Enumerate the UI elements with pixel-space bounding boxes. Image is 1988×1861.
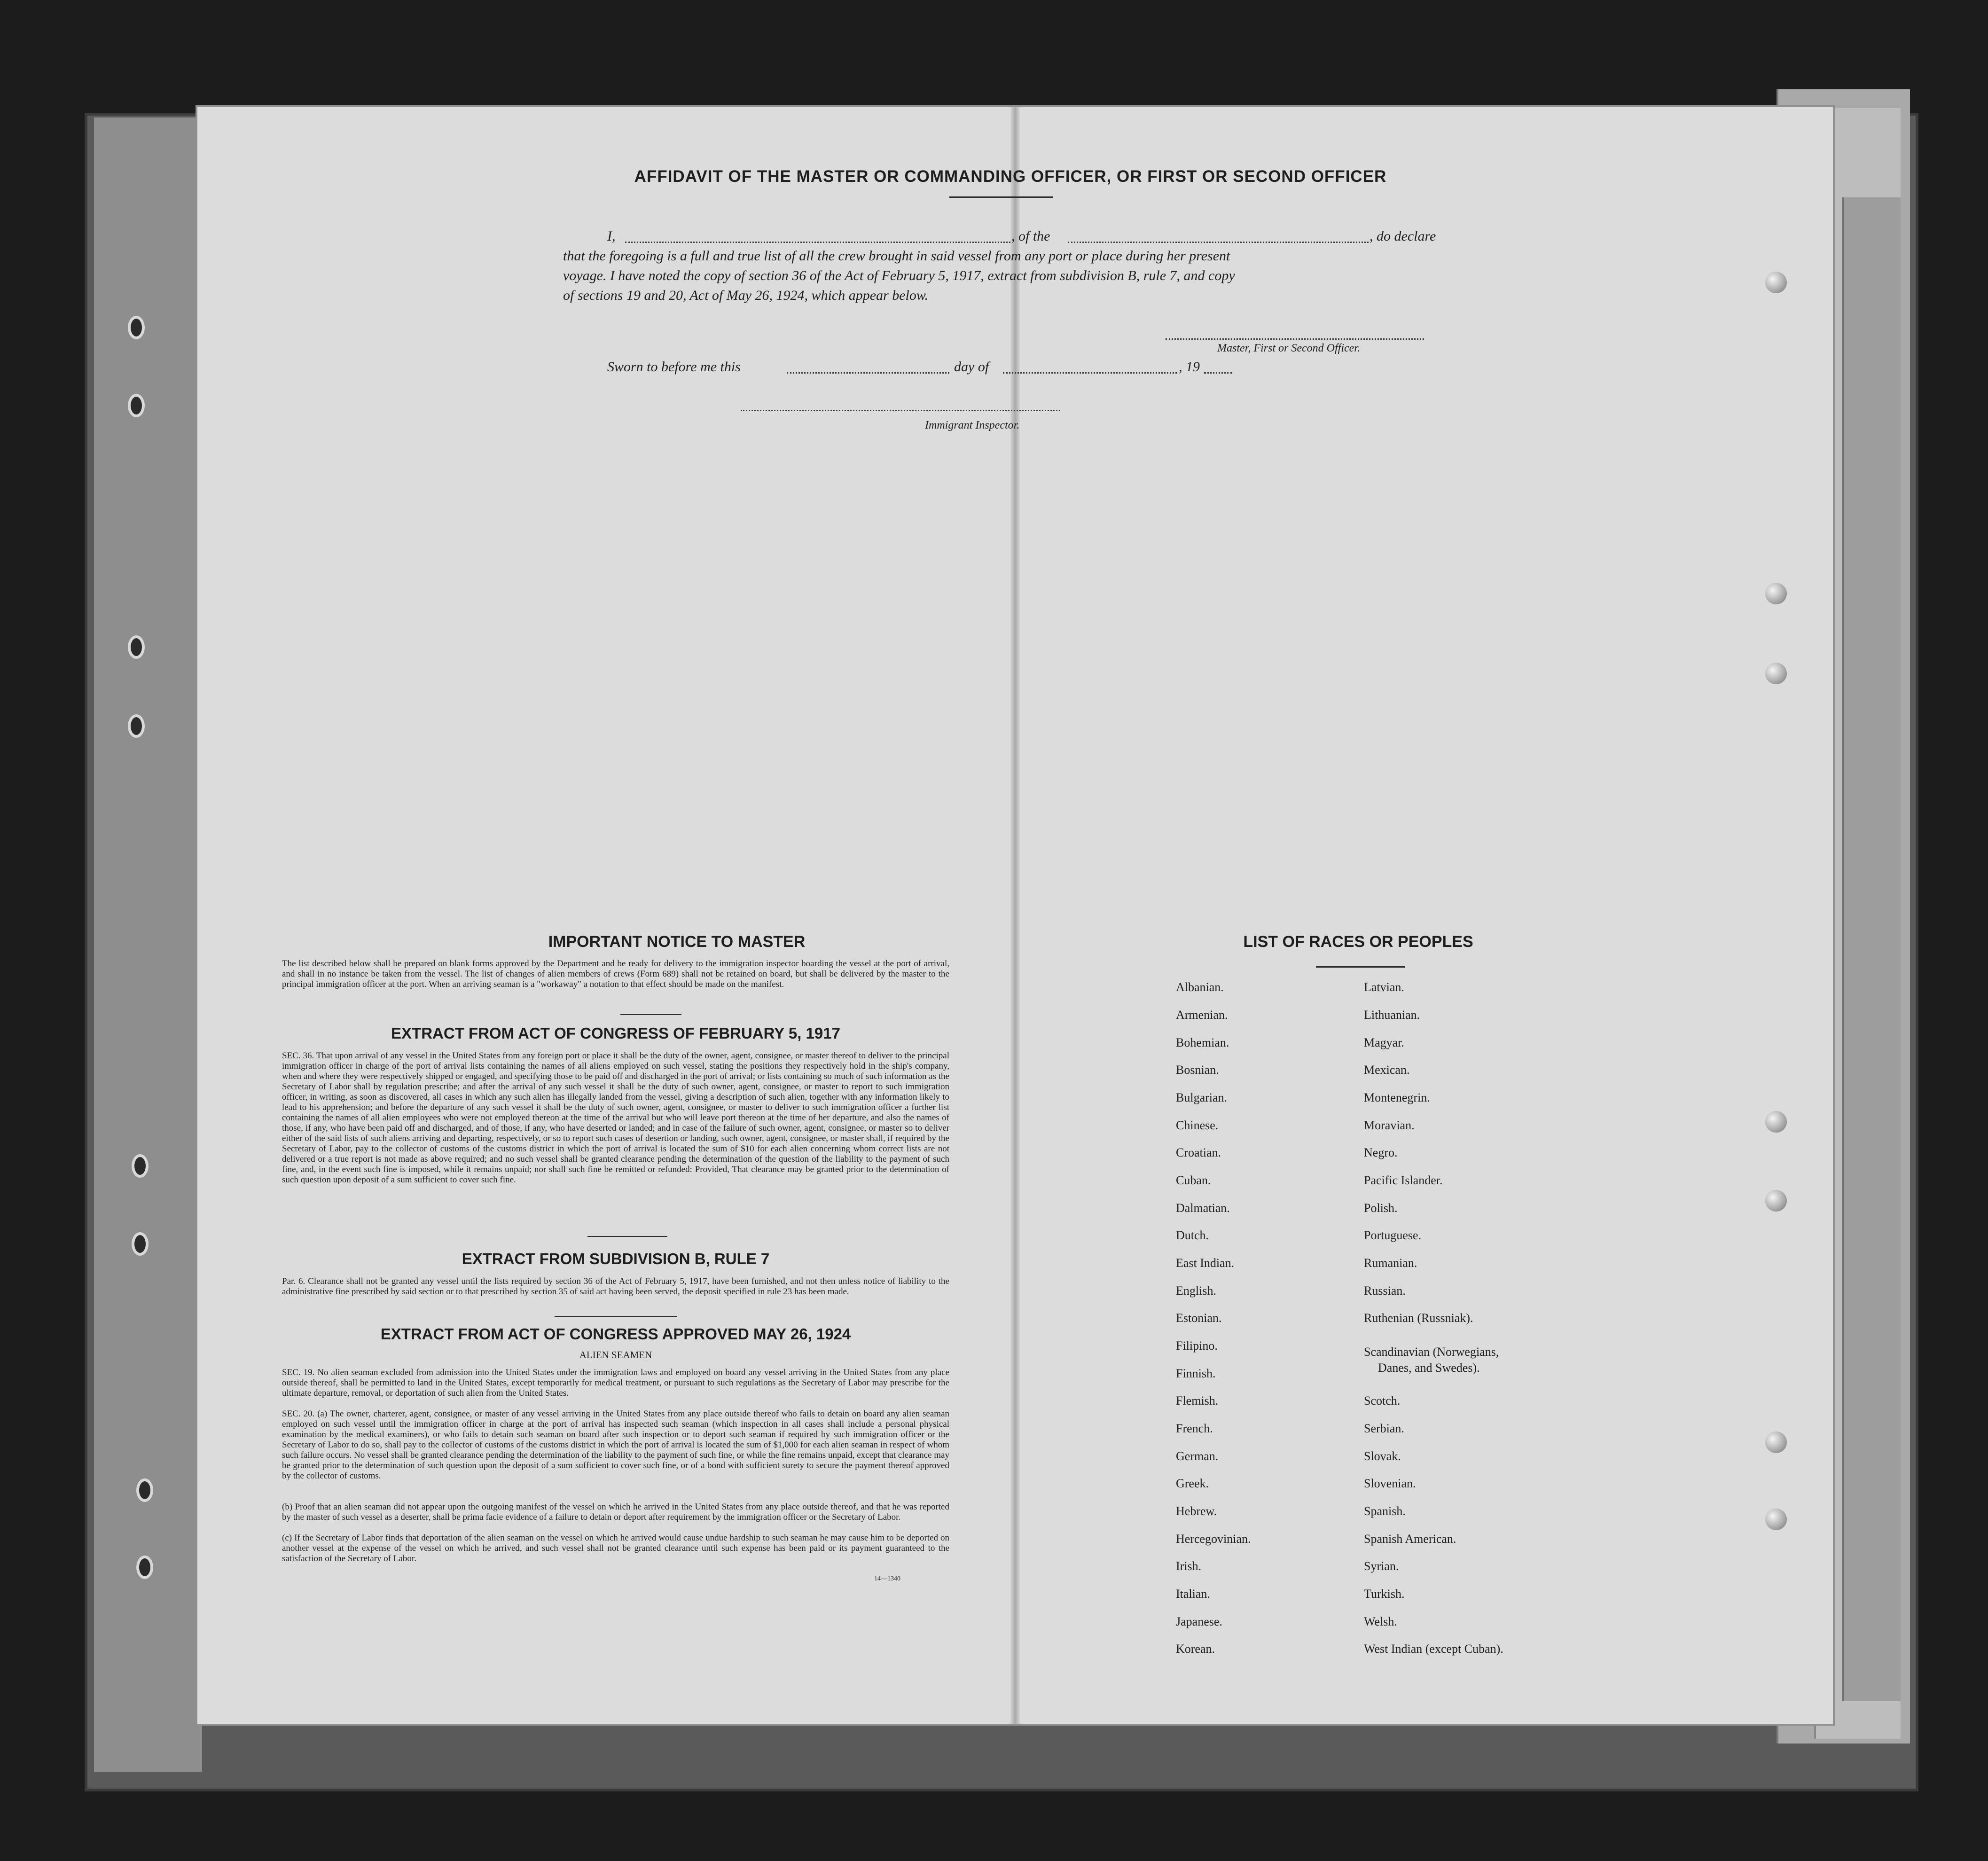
extract-1917-title: EXTRACT FROM ACT OF CONGRESS OF FEBRUARY 5, 1917: [391, 1024, 840, 1042]
race-item: Slovak.: [1364, 1449, 1401, 1463]
affidavit-i: I,: [607, 228, 616, 244]
race-item: Albanian.: [1176, 980, 1224, 994]
race-item: Lithuanian.: [1364, 1008, 1420, 1022]
sec-19-text: SEC. 19. No alien seaman excluded from admission into the United States under the immigration laws and employed on board any vessel arriving in the United States from any place outside thereof, shall be permitted to land in the United States, except temporarily for medical treatment, or pursuant to such regulations as the Secretary of Labor may prescribe for the ultimate departure, removal, or deportation of such alien from the United States.: [282, 1368, 949, 1398]
race-item: Scandinavian (Norwegians,: [1364, 1345, 1499, 1359]
divider: [587, 1236, 667, 1237]
race-item: Slovenian.: [1364, 1477, 1416, 1490]
race-item: East Indian.: [1176, 1256, 1235, 1270]
signature-field[interactable]: [1166, 329, 1424, 340]
race-item: Bosnian.: [1176, 1063, 1219, 1077]
back-sheet: [1842, 197, 1901, 1701]
race-item: Moravian.: [1364, 1118, 1415, 1132]
binder-ring: [1765, 1431, 1787, 1453]
sec-20c-text: (c) If the Secretary of Labor finds that deportation of the alien seaman on the vessel on which he arrived would cause undue hardship to such seaman he may cause him to be deported on another vessel at the expense of the vessel on which he arrived, and such vessel shall not be granted clearance until such expense has been paid or its payment guaranteed to the satisfaction of the Secretary of Labor.: [282, 1533, 949, 1564]
signature-label: Master, First or Second Officer.: [1217, 342, 1360, 354]
binding-strip: [94, 117, 202, 1772]
race-item: Rumanian.: [1364, 1256, 1417, 1270]
sworn-month-field[interactable]: [1003, 363, 1177, 374]
race-item: Montenegrin.: [1364, 1091, 1430, 1104]
binder-hole: [128, 714, 145, 738]
year-text: , 19: [1179, 359, 1200, 375]
race-item: Spanish.: [1364, 1504, 1406, 1518]
race-item: Bulgarian.: [1176, 1091, 1228, 1104]
vessel-field[interactable]: [1068, 232, 1369, 243]
notice-text: The list described below shall be prepared on blank forms approved by the Department and be ready for delivery to the immigration inspector boarding the vessel at the port of arrival, and shall in no instance be taken from the vessel. The list of changes of alien members of crews (Form 689) shall not be retained on board, but shall be delivered by the master to the principal immigration officer at the port. When an arriving seaman is a "workaway" a notation to that effect should be made on the manifest.: [282, 959, 949, 989]
race-item: Latvian.: [1364, 980, 1404, 994]
binder-hole: [128, 635, 145, 659]
race-item: Japanese.: [1176, 1615, 1222, 1628]
race-item: Irish.: [1176, 1559, 1202, 1573]
race-item: German.: [1176, 1449, 1219, 1463]
binder-hole: [128, 316, 145, 339]
name-field[interactable]: [625, 232, 1010, 243]
divider: [1316, 966, 1405, 968]
race-item: Ruthenian (Russniak).: [1364, 1311, 1473, 1325]
extract-1924-subtitle: ALIEN SEAMEN: [579, 1349, 652, 1361]
races-title: LIST OF RACES OR PEOPLES: [1243, 933, 1473, 951]
affidavit-declare: , do declare: [1370, 228, 1436, 244]
binder-ring: [1765, 272, 1787, 293]
race-item: Italian.: [1176, 1587, 1210, 1601]
race-item: Cuban.: [1176, 1173, 1211, 1187]
race-item: West Indian (except Cuban).: [1364, 1642, 1503, 1656]
inspector-signature-field[interactable]: [741, 400, 1060, 411]
binder-hole: [136, 1556, 153, 1579]
race-item: Mexican.: [1364, 1063, 1410, 1077]
affidavit-line-2: that the foregoing is a full and true list of all the crew brought in said vessel from any port or place during her present: [563, 248, 1230, 264]
race-item: Russian.: [1364, 1284, 1406, 1298]
sworn-day-field[interactable]: [787, 363, 949, 374]
binder-hole: [128, 394, 145, 417]
race-item: Armenian.: [1176, 1008, 1228, 1022]
binder-hole: [132, 1154, 149, 1178]
day-of-text: day of: [954, 359, 989, 375]
race-item: Spanish American.: [1364, 1532, 1456, 1546]
race-item: Scotch.: [1364, 1394, 1401, 1407]
race-item: English.: [1176, 1284, 1216, 1298]
race-item: Estonian.: [1176, 1311, 1222, 1325]
sworn-text: Sworn to before me this: [607, 359, 741, 375]
page-fold: [1010, 107, 1020, 1724]
race-item: Magyar.: [1364, 1036, 1404, 1049]
notice-title: IMPORTANT NOTICE TO MASTER: [548, 933, 806, 951]
divider: [620, 1014, 681, 1015]
race-item: Finnish.: [1176, 1367, 1216, 1380]
binder-hole: [136, 1478, 153, 1502]
race-item: Syrian.: [1364, 1559, 1399, 1573]
race-item: French.: [1176, 1422, 1213, 1435]
race-item: Greek.: [1176, 1477, 1209, 1490]
affidavit-of-the: , of the: [1011, 228, 1050, 244]
extract-1924-title: EXTRACT FROM ACT OF CONGRESS APPROVED MAY 26, 1924: [380, 1325, 851, 1343]
race-item: Dalmatian.: [1176, 1201, 1230, 1215]
race-item: Welsh.: [1364, 1615, 1397, 1628]
race-item: Dutch.: [1176, 1228, 1209, 1242]
binder-ring: [1765, 1190, 1787, 1212]
form-number: 14—1340: [874, 1575, 900, 1582]
binder-ring: [1765, 1509, 1787, 1530]
binder-hole: [132, 1232, 149, 1256]
inspector-label: Immigrant Inspector.: [925, 419, 1020, 431]
race-item: Danes, and Swedes).: [1378, 1361, 1480, 1375]
binder-ring: [1765, 663, 1787, 684]
race-item: Pacific Islander.: [1364, 1173, 1443, 1187]
sworn-year-field[interactable]: [1204, 363, 1232, 374]
race-item: Hercegovinian.: [1176, 1532, 1251, 1546]
race-item: Chinese.: [1176, 1118, 1219, 1132]
race-item: Filipino.: [1176, 1339, 1218, 1353]
race-item: Korean.: [1176, 1642, 1215, 1656]
race-item: Polish.: [1364, 1201, 1398, 1215]
divider: [555, 1316, 677, 1317]
binder-ring: [1765, 1111, 1787, 1133]
affidavit-line-4: of sections 19 and 20, Act of May 26, 1924, which appear below.: [563, 288, 929, 303]
race-item: Negro.: [1364, 1146, 1398, 1159]
race-item: Croatian.: [1176, 1146, 1221, 1159]
race-item: Flemish.: [1176, 1394, 1219, 1407]
affidavit-line-3: voyage. I have noted the copy of section 36 of the Act of February 5, 1917, extract from subdivision B, rule 7, and copy: [563, 268, 1235, 283]
race-item: Hebrew.: [1176, 1504, 1217, 1518]
extract-rule7-title: EXTRACT FROM SUBDIVISION B, RULE 7: [462, 1250, 770, 1267]
sec-20a-text: SEC. 20. (a) The owner, charterer, agent, consignee, or master of any vessel arriving in the United States from any place outside thereof who fails to detain on board any alien seaman employed on such vessel until the immigration officer in charge at the port of arrival has inspected such seaman (which inspection in all cases shall include a personal physical examination by the medical examiners), or who fails to detain such seaman on board after such inspection or to deport such seaman if required by such immigration officer or the Secretary of Labor to do so, shall pay to the collector of customs of the customs district in which the port of arrival is located the sum of $1,000 for each alien seaman in respect of whom such failure occurs. No vessel shall be granted clearance pending the determination of the liability to the payment of such fine, or while the fine remains unpaid, except that clearance may be granted prior to the determination of such question upon the deposit of a sum sufficient to cover such fine, or of a bond with sufficient surety to secure the payment thereof approved by the collector of customs.: [282, 1409, 949, 1481]
affidavit-title: AFFIDAVIT OF THE MASTER OR COMMANDING OFFICER, OR FIRST OR SECOND OFFICER: [634, 167, 1387, 186]
race-item: Serbian.: [1364, 1422, 1404, 1435]
extract-1917-text: SEC. 36. That upon arrival of any vessel in the United States from any foreign port or place it shall be the duty of the owner, agent, consignee, or master thereof to deliver to the principal immigration officer in charge of the port of arrival lists containing the names of all aliens employed on such vessel, stating the positions they respectively hold in the ship's company, when and where they were respectively shipped or engaged, and specifying those to be paid off and discharged in the port of arrival; or lists containing so much of such information as the Secretary of Labor shall by regulation prescribe; and after the arrival of any such vessel it shall be the duty of such owner, agent, consignee, or master to report to such immigration officer, in writing, as soon as discovered, all cases in which any such alien has illegally landed from the vessel, giving a description of such alien, together with any information likely to lead to his apprehension; and before the departure of any such vessel it shall be the duty of such owner, agent, consignee, or master to deliver to such immigration officer a further list containing the names of all alien employees who were not employed thereon at the time of the arrival but who will leave port thereon at the time of her departure, and also the names of those, if any, who have been paid off and discharged, and of those, if any, who have deserted or landed; and in case of the failure of such owner, agent, consignee, or master so to deliver either of the said lists of such aliens arriving and departing, respectively, or so to report such cases of desertion or landing, such owner, agent, consignee, or master shall, if required by the Secretary of Labor, pay to the collector of customs of the customs district in which the port of arrival is located the sum of $10 for each alien concerning whom correct lists are not delivered or a true report is not made as above required; and no such vessel shall be granted clearance pending the determination of the question of the liability to the payment of such fine, and, in the event such fine is imposed, while it remains unpaid; nor shall such fine be remitted or refunded: Provided, That clearance may be granted prior to the determination of such question upon deposit of a sum sufficient to cover such fine.: [282, 1051, 949, 1185]
extract-rule7-text: Par. 6. Clearance shall not be granted any vessel until the lists required by section 36 of the Act of February 5, 1917, have been furnished, and not then unless notice of liability to the administrative fine prescribed by said section or to that prescribed by section 35 of said act having been served, the deposit specified in rule 23 has been made.: [282, 1276, 949, 1297]
race-item: Turkish.: [1364, 1587, 1405, 1601]
divider: [949, 196, 1053, 198]
sec-20b-text: (b) Proof that an alien seaman did not appear upon the outgoing manifest of the vessel on which he arrived in the United States from any place outside thereof, and that he was reported by the master of such vessel as a deserter, shall be prima facie evidence of a failure to detain or deport after requirement by the immigration officer or the Secretary of Labor.: [282, 1502, 949, 1522]
binder-ring: [1765, 583, 1787, 604]
race-item: Bohemian.: [1176, 1036, 1229, 1049]
race-item: Portuguese.: [1364, 1228, 1422, 1242]
